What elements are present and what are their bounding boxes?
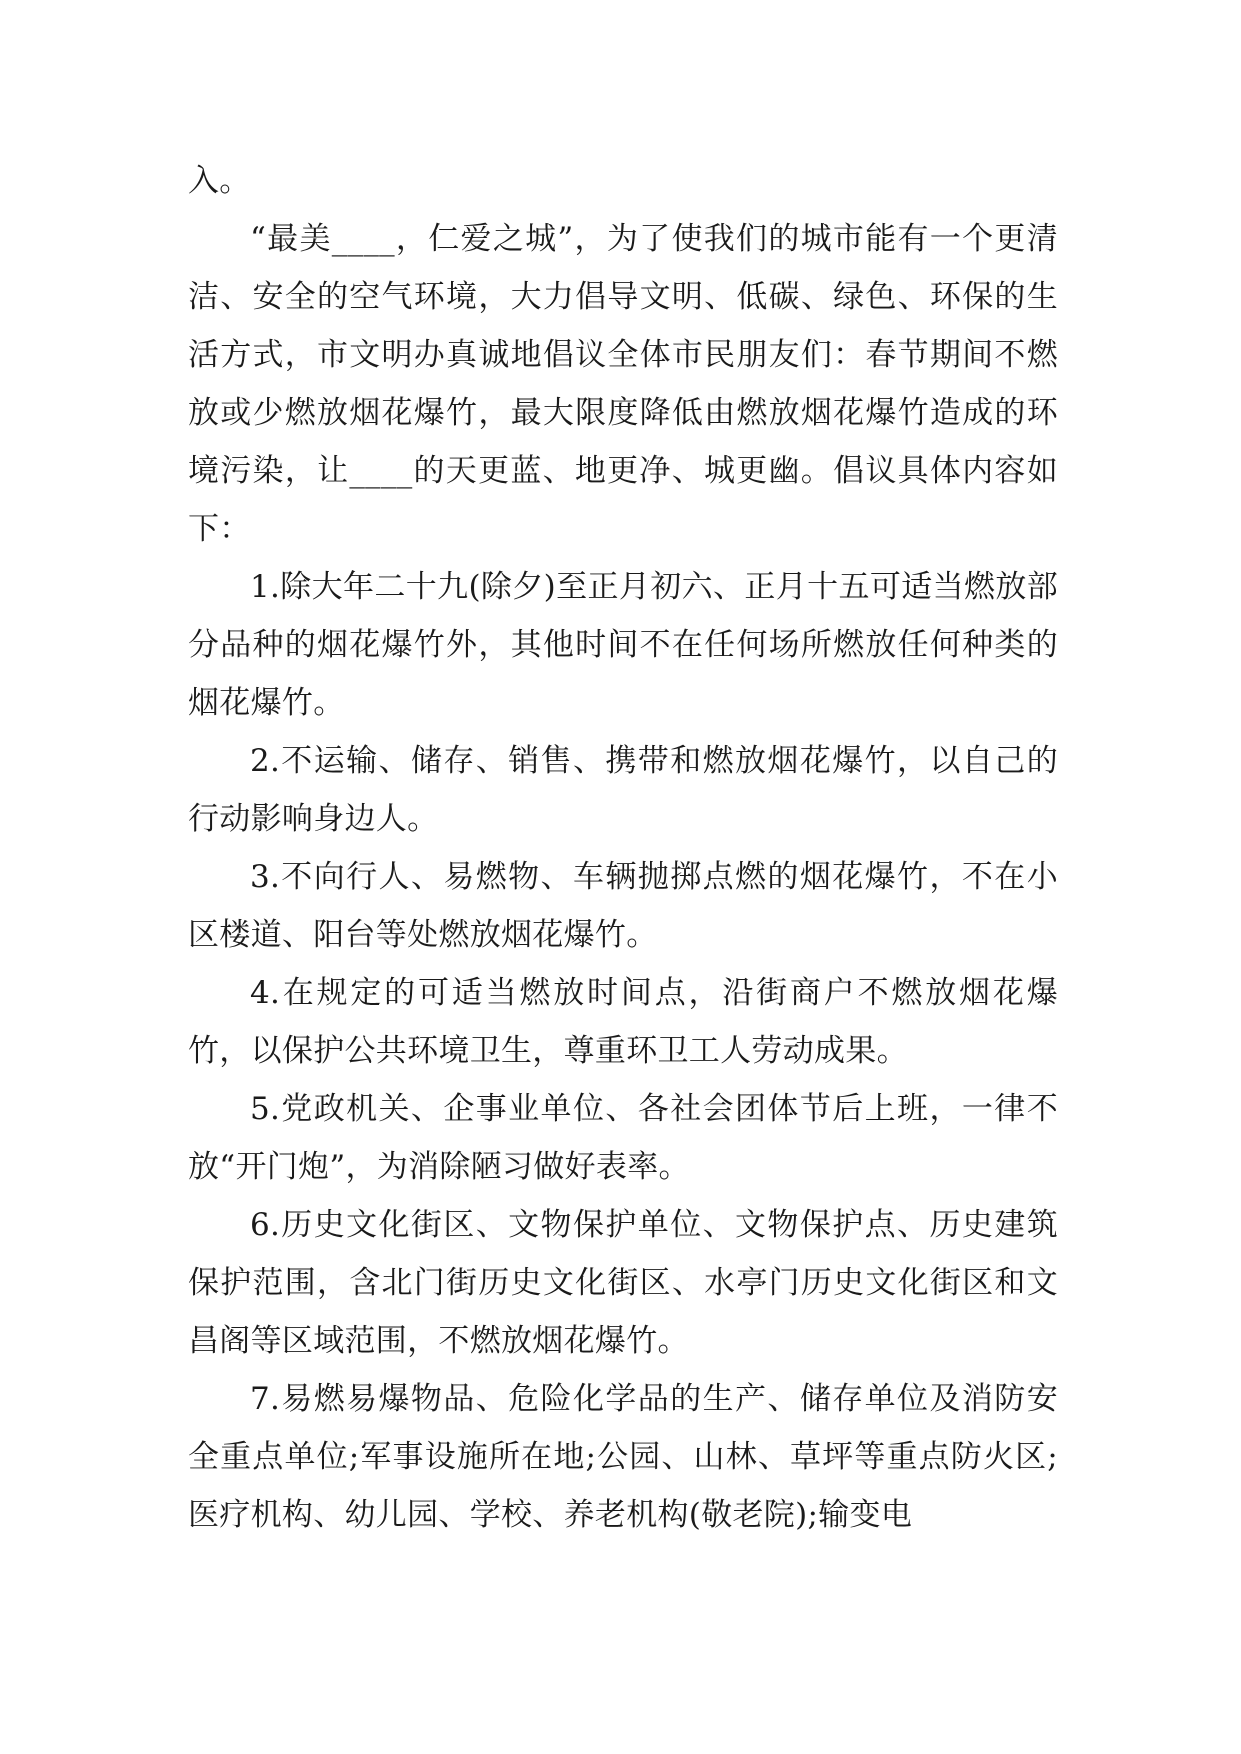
paragraph-item-7: 7.易燃易爆物品、危险化学品的生产、储存单位及消防安全重点单位;军事设施所在地;公园、山林、草坪等重点防火区;医疗机构、幼儿园、学校、养老机构(敬老院);输变电 [188, 1381, 1058, 1533]
paragraph-item-1: 1.除大年二十九(除夕)至正月初六、正月十五可适当燃放部分品种的烟花爆竹外，其他时间不在任何场所燃放任何种类的烟花爆竹。 [188, 569, 1058, 721]
paragraph-item-5: 5.党政机关、企事业单位、各社会团体节后上班，一律不放“开门炮”，为消除陋习做好表率。 [188, 1091, 1058, 1185]
paragraph-intro: “最美____，仁爱之城”，为了使我们的城市能有一个更清洁、安全的空气环境，大力倡导文明、低碳、绿色、环保的生活方式，市文明办真诚地倡议全体市民朋友们：春节期间不燃放或少燃放烟花爆竹，最大限度降低由燃放烟花爆竹造成的环境污染，让____的天更蓝、地更净、城更幽。倡议具体内容如下： [188, 221, 1058, 547]
paragraph-item-2: 2.不运输、储存、销售、携带和燃放烟花爆竹，以自己的行动影响身边人。 [188, 743, 1058, 837]
paragraph-item-6: 6.历史文化街区、文物保护单位、文物保护点、历史建筑保护范围，含北门街历史文化街区、水亭门历史文化街区和文昌阁等区域范围，不燃放烟花爆竹。 [188, 1207, 1058, 1359]
paragraph-item-4: 4.在规定的可适当燃放时间点，沿街商户不燃放烟花爆竹，以保护公共环境卫生，尊重环卫工人劳动成果。 [188, 975, 1058, 1069]
paragraph-item-3: 3.不向行人、易燃物、车辆抛掷点燃的烟花爆竹，不在小区楼道、阳台等处燃放烟花爆竹。 [188, 859, 1058, 953]
paragraph-continuation: 入。 [188, 163, 251, 199]
document-page [188, 152, 1058, 1544]
